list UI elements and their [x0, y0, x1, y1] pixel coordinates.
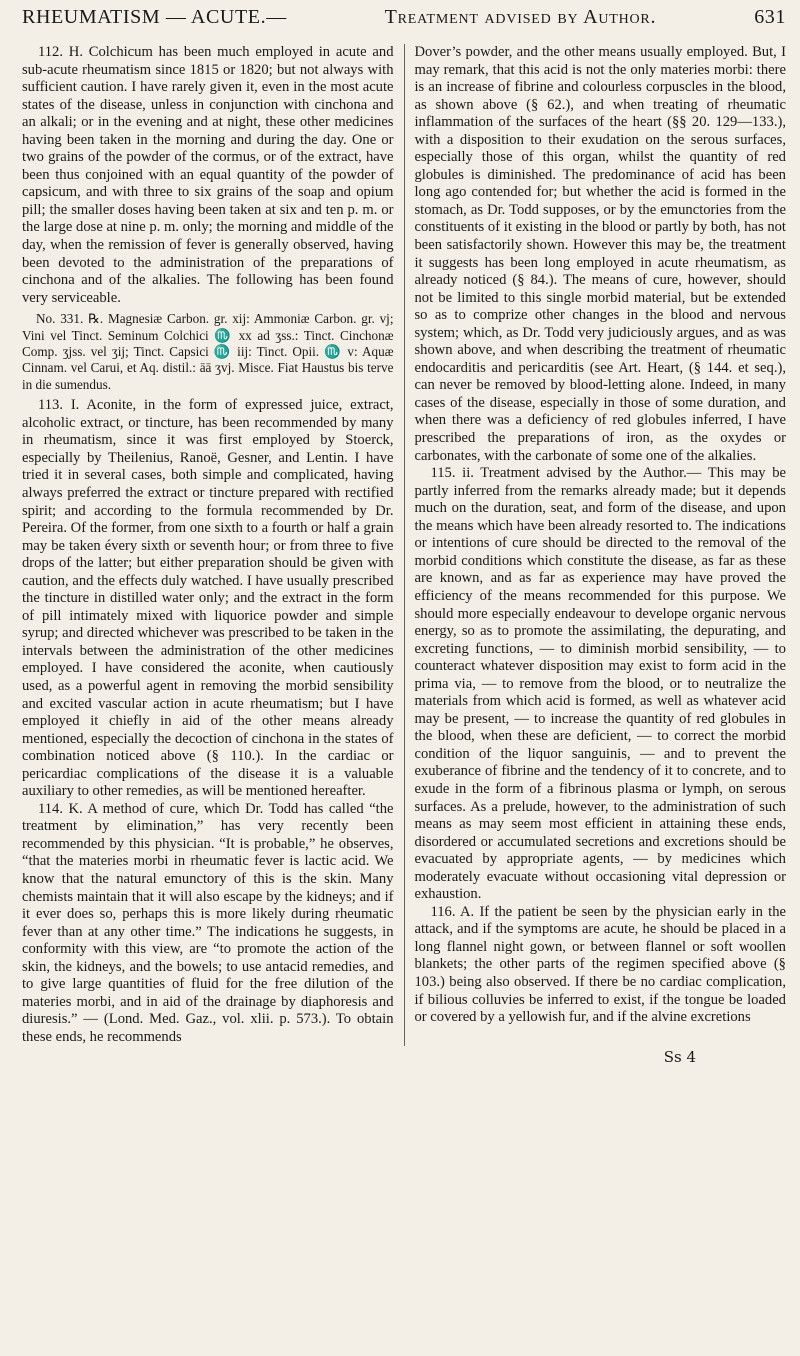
- left-column: [22, 44, 394, 1046]
- column-divider: [404, 44, 405, 1046]
- running-title: RHEUMATISM — ACUTE.—: [22, 6, 287, 28]
- paragraph: No. 331. ℞. Magnesiæ Carbon. gr. xij: Ammoniæ Carbon. gr. vj; Vini vel Tinct. Seminum Colchici ♏ xx ad ʒss.: Tinct. Cinchonæ Comp. ʒjss. vel ʒij; Tinct. Capsici ♏ iij: Tinct. Opii. ♏ v: Aquæ Cinnam. vel Carui, et Aq. distil.: āā ʒvj. Misce. Fiat Haustus bis terve in die sumendus.: [22, 311, 394, 392]
- paragraph: 115. ii. Treatment advised by the Author.— This may be partly inferred from the remarks already made; but it depends much on the duration, seat, and form of the disease, and upon the means which have been already resorted to. The indications or intentions of cure should be directed to the removal of the morbid conditions which constitute the disease, as far as these are known, and as far as experience may have proved the efficiency of the means recommended for this purpose. We should more especially endeavour to develope organic nervous energy, so as to promote the assimilating, the depurating, and excreting functions, — to diminish morbid sensibility, — to counteract whatever disposition may exist to form acid in the prima via, — to remove from the blood, or to neutralize the materials from which acid is formed, as well as whatever acid may be present, — to increase the quantity of red globules in the blood, when these are deficient, — to correct the morbid condition of the liquor sanguinis, — and to prevent the exuberance of fibrine and the tendency of it to concrete, and to exude in the form of a fibrinous plasma or lymph, on serous surfaces. As a prelude, however, to the administration of such means as may seem most efficient in attaining these ends, disordered or accumulated secretions and excretions should be evacuated by appropriate agents, — by medicines which moderately evacuate without occasioning vital depression or exhaustion.: [414, 465, 786, 903]
- running-subtitle: Treatment advised by Author.: [384, 6, 657, 28]
- paragraph: 112. H. Colchicum has been much employed in acute and sub-acute rheumatism since 1815 or 1820; but not always with sufficient caution. I have rarely given it, even in the most acute states of the disease, unless in conjunction with cinchona and an alkali; or in the evening and at night, these other medicines having been taken in the morning and during the day. One or two grains of the powder of the cormus, or of the extract, have been thus conjoined with an equal quantity of the powder of capsicum, and with three to six grains of the soap and opium pill; the smaller doses having been taken at six and ten p. m. or the large dose at nine p. m. only; the morning and middle of the day, when the remission of fever is generally observed, having been devoted to the administration of the preparations of cinchona and of the alkalies. The following has been found very serviceable.: [22, 44, 394, 306]
- text-columns: [22, 44, 786, 1046]
- page-number: 631: [754, 6, 786, 28]
- signature-mark: Ss 4: [663, 1048, 696, 1067]
- paragraph: 116. A. If the patient be seen by the physician early in the attack, and if the symptoms are acute, he should be placed in a long flannel night gown, or between flannel or soft woollen blankets; the other parts of the regimen specified above (§ 103.) being also observed. If there be no cardiac complication, if bilious colluvies be inferred to exist, if the tongue be loaded or covered by a yellowish fur, and if the alvine excretions: [414, 903, 786, 1026]
- paragraph: 114. K. A method of cure, which Dr. Todd has called “the treatment by elimination,” has very recently been recommended by this physician. “It is probable,” he observes, “that the materies morbi in rheumatic fever is lactic acid. We know that the natural emunctory of this is the skin. Many chemists maintain that it will also escape by the kidneys; and if it ever does so, perhaps this is more likely during rheumatic fever than at any other time.” The indications he suggests, in conformity with this view, are “to promote the action of the skin, the kidneys, and the bowels; to use antacid remedies, and to give large quantities of fluid for the free dilution of the materies morbi, and in aid of the drainage by diaphoresis and diuresis.” — (Lond. Med. Gaz., vol. xlii. p. 573.). To obtain these ends, he recommends: [22, 800, 394, 1045]
- paragraph: Dover’s powder, and the other means usually employed. But, I may remark, that this acid is not the only materies morbi: there is an increase of fibrine and colourless corpuscles in the blood, as shown above (§ 62.), and when treating of rheumatic inflammation of the surfaces of the heart (§§ 20. 129—133.), with a disposition to their exudation on the serous surfaces, especially those of this organ, whilst the quantity of red globules is diminished. The predominance of acid has been long ago contended for; but whether the acid is formed in the stomach, as Dr. Todd supposes, or by the emunctories from the constituents of it existing in the blood or partly by both, has not been satisfactorily shown. However this may be, the treatment it suggests has been long employed in acute rheumatism, as already noticed (§ 84.). The means of cure, however, should not be limited to this single morbid material, but be extended so as to comprize other changes in the blood and nervous system; which, as Dr. Todd very judiciously argues, and as was shown above, and when describing the treatment of rheumatic endocarditis and pericarditis (see Art. Heart, (§ 144. et seq.), can never be removed by blood-letting alone. Indeed, in many cases of the disease, especially in those of some duration, and when there was a deficiency of red globules inferred, I have prescribed the preparations of iron, as the oxydes or carbonates, with the carbonate of some one of the alkalies.: [414, 44, 786, 464]
- running-head: [22, 6, 786, 42]
- paragraph: 113. I. Aconite, in the form of expressed juice, extract, alcoholic extract, or tincture, has been recommended by many in rheumatism, since it was first employed by Stoerck, especially by Theilenius, Ranoë, Gesner, and Lentin. I have tried it in several cases, both simple and complicated, having always preferred the extract or tincture prepared with rectified spirit; and according to the formula recommended by Dr. Pereira. Of the former, from one sixth to a fourth or half a grain may be taken évery sixth or seventh hour; or from three to five drops of the latter; but either preparation should be given with caution, and the effects duly watched. I have usually prescribed the tincture in distilled water only; and the extract in the form of pill intimately mixed with liquorice powder and simple syrup; and directed whichever was prescribed to be taken in the intervals between the administration of the other medicines employed. I have considered the aconite, when cautiously used, as a powerful agent in removing the morbid sensibility and excited vascular action in acute rheumatism; but I have employed it chiefly in aid of the other means already mentioned, especially the decoction of cinchona in the states of combination noticed above (§ 110.). In the cardiac or pericardiac complications of the disease it is a valuable auxiliary to other remedies, as will be mentioned hereafter.: [22, 397, 394, 800]
- right-column: [414, 44, 786, 1046]
